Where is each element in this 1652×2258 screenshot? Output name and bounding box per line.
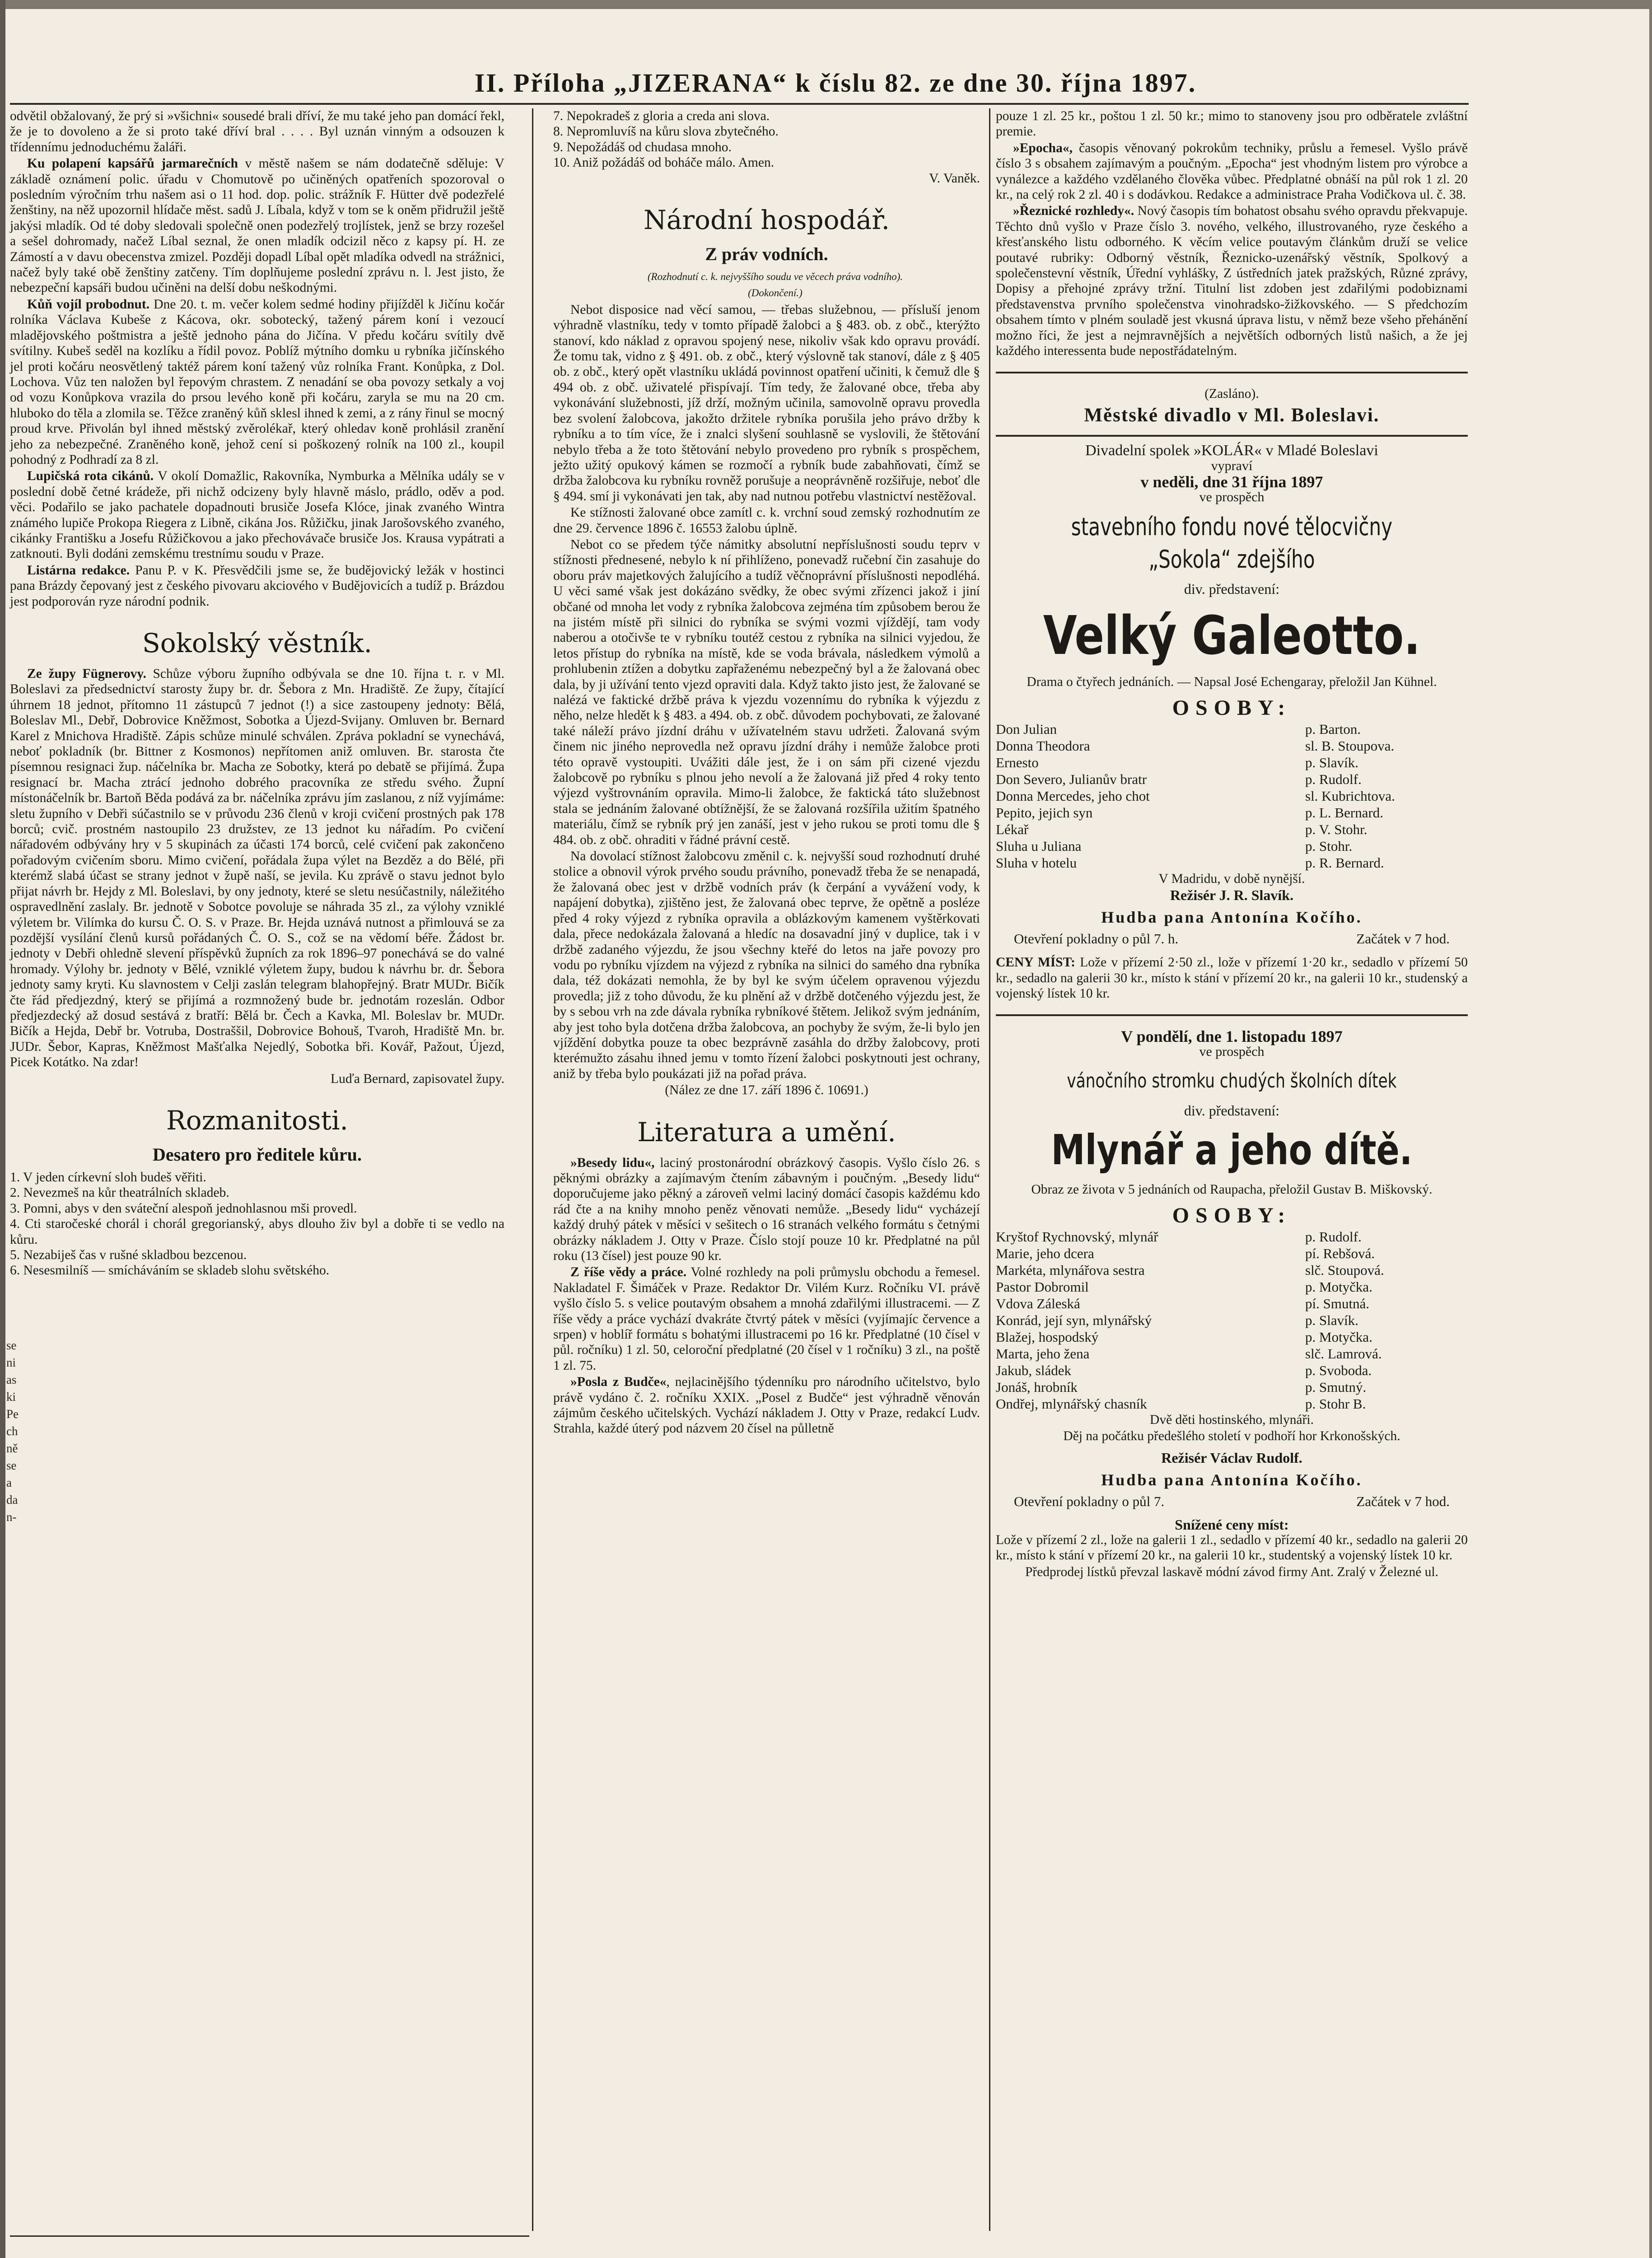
reduced-prices-heading: Snížené ceny míst: — [1175, 1516, 1289, 1533]
cast-row: Jakub, sládek p. Svoboda. — [996, 1362, 1372, 1378]
cast-row: Ernesto p. Slavík. — [996, 754, 1358, 770]
paragraph: »Epocha«, časopis věnovaný pokrokům techniky, průslu a řemesel. Vyšlo právě číslo 3 s obsahem zajímavým a poučným. „Epocha“ jest vhodným listem pro výrobce a vynálezce a každého vzdělaného člověka vůbec. Předplatné obnáší na půl rok 1 zl. 20 kr., na celý rok 2 zl. 40 i s dodávkou. Redakce a administrace Praha Vodičkova ul. č. 38. — [996, 140, 1468, 202]
list-item: 4. Cti staročeské chorál i chorál gregorianský, abys dlouho živ byl a dobře ti se vedlo na kůru. — [10, 1217, 504, 1247]
paragraph: pouze 1 zl. 25 kr., poštou 1 zl. 50 kr.; mimo to stanoveny jsou pro odběratele zvláštní premie. — [996, 109, 1468, 139]
start-time: Začátek v 7 hod. — [1356, 1493, 1450, 1510]
paragraph: Z říše vědy a práce. Volné rozhledy na poli průmyslu obchodu a řemesel. Nakladatel F. Šimáček v Praze. Redaktor Dr. Vilém Kurz. Ročníku VI. právě vyšlo číslo 5. s velice poutavým obsahem a mnohá zdařilými illustracemi. — Z říše vědy a práce vychází dvakráte čtvrtý pátek v měsíci (vyjímajíc července a srpen) v hoblíř formátu s bohatými illustracemi po 16 kr. Předplatné (10 čísel v půl. ročníku) 1 zl. 50, celoroční předplatné (20 čísel v 1 ročníku) 3 zl., na poště 1 zl. 75. — [553, 1265, 980, 1373]
setting: Děj na počátku předešlého století v podhoří hor Krkonošských. — [1063, 1429, 1400, 1444]
event-date: V pondělí, dne 1. listopadu 1897 — [1121, 1027, 1343, 1045]
play-title: Velký Galeotto. — [1043, 604, 1421, 667]
benefit-label: ve prospěch — [1199, 1044, 1265, 1059]
event-date: v neděli, dne 31 října 1897 — [1140, 472, 1323, 491]
cast-row: Konrád, její syn, mlynářský p. Slavík. — [996, 1312, 1358, 1328]
section-note: (Rozhodnutí c. k. nejvyššího soudu ve věcech práva vodního). — [647, 271, 903, 283]
cast-row: Blažej, hospodský p. Motyčka. — [996, 1329, 1372, 1345]
paragraph: Kůň vojíl probodnut. Dne 20. t. m. večer kolem sedmé hodiny přijížděl k Jičínu kočár rolníka Václava Kubeše z Kácova, okr. sobotecký, tažený párem koní i vezoucí mladějovského poštmistra a ještě jednoho pána do Jičína. V předu kočáru svítily dvě svítilny. Kubeš seděl na kozlíku a řídil povoz. Poblíž mýtního domku u rybníka jičínského jel proti kočáru neosvětlený taktéž párem koní tažený vůz rolníka Frant. Konůpka, z Dol. Lochova. Vůz ten naložen byl řepovým chrastem. Z nenadání se oba povozy setkaly a voj od vozu Konůpkova vrazila do prsou levého koně při kočáru, zaryla se mu na 20 cm. hluboko do těla a zlomila se. Těžce zraněný kůň sklesl ihned k zemi, a z rány řinul se mocný proud krve. Přivolán byl ihned městský zvěrolékař, který ohledav koně prohlásil zranění jeho za nebezpečné. Zraněného koně, jehož cení si poškozený rolník na 100 zl., koupil pohodný z Podhradí za 8 zl. — [10, 297, 504, 467]
list-item: 6. Nesesmilníš — smícháváním se skladeb slohu světského. — [10, 1263, 330, 1278]
cast-row: Pastor Dobromil p. Motyčka. — [996, 1278, 1372, 1295]
list-item: 3. Pomni, abys v den sváteční alespoň jednohlasnou mši provedl. — [10, 1201, 357, 1216]
play-description: Obraz ze života v 5 jednáních od Raupacha, přeložil Gustav B. Miškovský. — [1031, 1182, 1433, 1197]
separator — [996, 1014, 1468, 1016]
start-time: Začátek v 7 hod. — [1356, 930, 1450, 947]
list-item: 2. Nevezmeš na kůr theatrálních skladeb. — [10, 1185, 229, 1200]
scan-edge — [0, 0, 5, 2258]
presents-label: vypraví — [1211, 458, 1253, 474]
cast-row: Vdova Záleská pí. Smutná. — [996, 1295, 1370, 1311]
box-office-time: Otevření pokladny o půl 7. h. — [1014, 930, 1179, 947]
column-2 — [553, 108, 980, 1437]
column-divider — [532, 108, 533, 2231]
cast-row: Marta, jeho žena slč. Lamrová. — [996, 1345, 1382, 1362]
music: Hudba pana Antonína Kočího. — [1101, 1470, 1363, 1489]
section-subtitle: Desatero pro ředitele kůru. — [153, 1144, 362, 1165]
list-item: 9. Nepožádáš od chudasa mnoho. — [553, 140, 732, 154]
page-header: II. Příloha „JIZERANA“ k číslu 82. ze dne 30. října 1897. — [474, 68, 1197, 98]
cast-row: Pepito, jejich syn p. L. Bernard. — [996, 804, 1384, 821]
section-title: Sokolský věstník. — [142, 628, 373, 658]
paragraph: »Řeznické rozhledy«. Nový časopis tím bohatost obsahu svého opravdu překvapuje. Těchto dnů vyšlo v Praze číslo 3. nového, velkého, illustrovaného, ryze českého a křesťanského listu odborného. K věcím velice poutavým článkům druží se velice poutavé rubriky: Odborný věstník, Řeznicko-uzenářský věstník, Spolkový a společenstevní věstník, Úřední vyhlášky, Z ústředních jatek pražských, Různé zprávy, Dopisy a přehojné zprávy tržní. Titulní list zdoben jest zdařilými podobiznami představenstva prvního společenstva vinohradsko-žižkovského. — S předchozím obsahem tímto v plném souladě jest vkusná úprava listu, v němž beze všeho přehánění možno říci, že jest a nejmravnějších a největších odborných listů našich, a že jej každého interessenta bude nepostřádatelným. — [996, 204, 1468, 359]
header-rule — [10, 103, 1469, 105]
advance-sale: Předprodej lístků převzal laskavě módní závod firmy Ant. Zralý v Železné ul. — [1025, 1564, 1439, 1579]
cast-heading: OSOBY: — [1172, 1204, 1292, 1228]
play-title: Mlynář a jeho dítě. — [1051, 1125, 1413, 1174]
separator — [996, 435, 1468, 437]
citation: (Nález ze dne 17. září 1896 č. 10691.) — [665, 1083, 868, 1098]
times-row — [996, 1494, 1468, 1509]
sent-note: (Zasláno). — [1204, 386, 1259, 401]
cast-row: Kryštof Rychnovský, mlynář p. Rudolf. — [996, 1228, 1362, 1245]
footer-rule — [10, 2235, 529, 2237]
paragraph: Nebot disposice nad věcí samou, — třebas služebnou, — přísluší jenom výhradně vlastníku, tedy v tomto případě žalobci a § 483. ob. z obč., kterýžto stanoví, kdo náklad z opravou spojený nese, nikoliv však kdo opravu provádí. Že tomu tak, vidno z § 491. ob. z obč., který výslovně tak stanoví, dále z § 405 ob. z obč., který opět vlastníku ukládá povinnost opatření učiniti, k čemuž dle § 494 ob. z obč. uživatelé přispívají. Tím tedy, že žalované obce, třeba aby vykonávání služebnosti, jíž drží, možným učinila, samovolně opravu provedla bez svolení žalobcova, jakožto držitele rybníka porušila jeho právo držby k rybníku a to tím více, že i znalci slyšení souhlasně se vyslovili, že štětování nebylo třeba a že toto štětování nebylo provedeno pro rybník s prospěchem, ježto užitý opukový kámen se rozmočí a rybník bude zabahňovati, čímž se držba žalobcova ku rybníku rovněž porušuje a neoprávněně rozšiřuje, neboť dle § 494. smí ji vykonávati jen tak, aby nad nutnou potřebu vlastnictví nestěžoval. — [553, 302, 980, 504]
box-office-time: Otevření pokladny o půl 7. — [1014, 1493, 1165, 1510]
paragraph: Listárna redakce. Panu P. v K. Přesvědčili jsme se, že budějovický ležák v hostinci pana Brázdy čepovaný jest z českého pivovaru akciového v Budějovicích a tudíž p. Brázdou jest podporován ryze národní podnik. — [10, 563, 504, 609]
bleed-through-text: se ni as ki Pe ch ně se a da n- — [6, 1339, 19, 1524]
column-3 — [996, 108, 1468, 1581]
paragraph: »Posla z Budče«, nejlacinějšího týdenníku pro národního učitelstvo, bylo právě vydáno č. 2. ročníku XXIX. „Posel z Budče“ jest výhradně věnován zájmům českého učitelských. Vychází nákladem J. Otty v Praze, redakcí Ludv. Strahla, každé úterý pod názvem 20 čísel na půlletně — [553, 1375, 980, 1436]
paragraph: Nebot co se předem týče námitky absolutní nepříslušnosti soudu teprv v stížnosti přednesené, nebylo k ní přihlíženo, ponevadž ručební čin zasahuje do oboru práv majetkových žalujícího a tudíž věčnoprávní příslušnosti nepodléhá. U věci samé však jest dokázáno svědky, že obec svými zřízenci jakož i jiní občané od mnoha let vody z rybníka žalobcova zejména tím způsobem berou že na jistém místě při silnici do rybníka se svými vozmi vjíždějí, tam vody naberou a otočivše te v rybníku toutéž cestou z rybníka na silnici vyjedou, že letos přístup do rybníka na místě, kde se voda brávala, následkem výmolů a prohlubenin ztížen a dobytku zapřaženému nebezpečný byl a že žalovaná obec dala, by ji užívání tento vjezd opraviti dala. Když takto jisto jest, že žalované se nalézá ve faktické držbě práva k vjezdu vozennímu do rybníka k výjezdu z něho, nelze hledět k § 483. a 494. ob. z obč. důvodem pochybovati, ze žalované také náleží právo jízdní dráhu v užívatelném stavu udržeti. Žalovaná svým činem nic jiného neprovedla než opravu jízdní dráhy i nemůže žalobce proti této opravě vystoupiti. Uvážiti dále jest, že i on sám při cizené vjezdu žalobcově po rybníku s plnou jeho nevolí a že žalovaná již před 4 roky tento výjezd vyštrovnáním opravila. Mimo-li žalobce, že faktická táto služebnost stala se jednáním žalované obtížnější, že se žalovaná rozšířila užitím špatného materiálu, čímž se rybník prý jen zanáší, jest v jeho rukou se proti tomu dle § 484. ob. z obč. ohraditi v řádné právní cestě. — [553, 537, 980, 847]
prices: Lože v přízemí 2 zl., lože na galerii 1 zl., sedadlo v přízemí 40 kr., sedadlo na galerii 20 kr., místo k stání v přízemí 20 kr., na galerii 10 kr., studentský a vojenský lístek 10 kr. — [996, 1533, 1468, 1563]
cast-row: Sluha v hotelu p. R. Bernard. — [996, 854, 1384, 871]
director: Režisér J. R. Slavík. — [1170, 887, 1294, 904]
cast-row: Sluha u Juliana p. Stohr. — [996, 838, 1353, 854]
cast-row: Marie, jeho dcera pí. Rebšová. — [996, 1245, 1375, 1261]
section-title: Literatura a umění. — [637, 1116, 896, 1148]
cast-list — [996, 721, 1468, 871]
paragraph: »Besedy lidu«, laciný prostonárodní obrázkový časopis. Vyšlo číslo 26. s pěknými obrázky a zajímavým čtením zábavným i poučným. „Besedy lidu“ doporučujeme jako pěkný a zároveň velmi laciný domácí časopis každému kdo rád čte a na knihy mnoho peněz věnovati nemůže. „Besedy lidu“ vycházejí každý druhý pátek v měsíci v sešitech o 16 stranách velkého formátu s četnými obrázky nákladem J. Otty v Praze. Číslo stojí pouze 10 kr. Předplatné na půl roku (13 čísel) jest pouze 90 kr. — [553, 1155, 980, 1263]
cast-list — [996, 1228, 1468, 1412]
times-row — [996, 931, 1468, 947]
cast-row: Donna Theodora sl. B. Stoupova. — [996, 737, 1395, 754]
list-item: 10. Aniž požádáš od boháče málo. Amen. — [553, 155, 775, 170]
prices: CENY MÍST: Lože v přízemí 2·50 zl., lože v přízemí 1·20 kr., sedadlo v přízemí 50 kr., sedadlo na galerii 30 kr., místo k stání v přízemí 20 kr., na galerii 10 kr., studenský a vojenský lístek 10 kr. — [996, 955, 1468, 1001]
director: Režisér Václav Rudolf. — [1161, 1450, 1302, 1466]
separator — [996, 372, 1468, 373]
music: Hudba pana Antonína Kočího. — [1101, 908, 1363, 926]
paragraph: Ze župy Fügnerovy. Schůze výboru župního odbývala se dne 10. října t. r. v Ml. Boleslavi za předsednictví starosty župy br. dr. Šebora z Mn. Hradiště. Ze župy, čítající úhrnem 18 jednot, přítomno 11 zástupců 7 jednot (!) a sice zastoupeny jednoty: Bělá, Boleslav Ml., Debř, Dobrovice Kněžmost, Sobotka a Újezd-Svijany. Omluven br. Bernard Karel z Mnichova Hradiště. Zápis schůze minulé schválen. Zpráva pokladní se vynechává, neboť pokladník (br. Bittner z Kosmonos) nepřítomen aniž omluven. Br. starosta čte písemnou resignaci žup. náčelníka br. Macha ze Sobotky, která po debatě se přijímá. Župa resignací br. Macha ztrácí jednoho dobrého pracovníka ze středu svého. Župní místonáčelník br. Bartoň Běda podává za br. náčelníka zprávu jím zaslanou, z níž vyjímáme: sletu župního v Debři súčastnilo se v průvodu 236 členů v kroji cvičení prostných pak 178 borců; cvič. prostném nastoupilo 23 družstev, ze 13 jednot ku nářadím. Po cvičení nářadovém odbývány hry v 5 skupinách za účasti 174 borců, celé cvičení pak zakončeno pořadovým cvičením sboru. Mimo cvičení, pořádala župa výlet na Bezděz a do Bělé, při kterémž slabá účast se strany jednot v župě naší, se jevila. Ku zprávě o stavu jednot bylo přijat návrh br. Hejdy z Ml. Boleslavi, by ony jednoty, které se sletu nesúčastnily, náležitého ospravedlnění zaslaly. Br. jednotě v Sobotce povoluje se náhrada 35 zl., za výlohy vzniklé výletem br. Vilímka do kursu Č. O. S. v Praze. Br. Hejda uznává nutnost a přimlouvá se za pozdější vysílání členů kursů pořádaných Č. O. S., což se na vědomí béře. Žádost br. jednoty v Debři ohledně slevení příspěvků župních za rok 1896–97 ponechává se do valné hromady. Výlohy br. jednoty v Bělé, vzniklé výletem župy, budou k návrhu br. dr. Šebora jednoty samy kryti. Ku slavnostem v Celji zaslán telegram blahopřejný. Bratr MUDr. Bičík čte řád předjezdný, který se přijímá a rozmnožený bude br. jednotám rozeslán. Odbor předjezdecký až dosud sestává z bratří: Bělá br. Čech a Kavka, Ml. Boleslav br. MUDr. Bičík a Hejda, Debř br. Votruba, Dostraššil, Dobrovice Bohouš, Tvaroh, Hradiště Mn. br. JUDr. Šebor, Kapras, Kněžmost Mašťalka Nejedlý, Sobotka bři. Kovář, Pažout, Újezd, Picek Kotátko. Na zdar! — [10, 667, 504, 1070]
numbered-list — [10, 1170, 504, 1278]
benefit-cause: stavebního fondu nové tělocvičny „Sokola“ zdejšího — [1071, 512, 1393, 574]
cast-row: Markéta, mlynářova sestra slč. Stoupová. — [996, 1262, 1384, 1278]
list-item: 5. Nezabiješ čas v rušné skladbou bezcenou. — [10, 1248, 247, 1262]
section-subtitle: Z práv vodních. — [705, 244, 828, 265]
section-title: Národní hospodář. — [643, 205, 890, 236]
performance-label: div. představení: — [1184, 1102, 1280, 1119]
paragraph: Ku polapení kapsářů jarmarečních v městě našem se nám dodatečně sděluje: V základě oznámení polic. úřadu v Chomutově po učiněných opatřeních spozoroval o posledním výročním trhu našem asi o 11 hod. dop. polic. strážník F. Hütter dvě podezřelé ženštiny, na něž upozornil hlídače měst. sadů J. Líbala, když v tom se k oněm přidružil ještě jakýsi mladík. Od té doby sledovali společně onen podezřelý trojlístek, jenž se brzy rozešel a sešel dohromady, načež Líbal seznal, že onen mladík odcizil něco z kapsy pí. H. ze Zámostí a v davu obecenstva zmizel. Později dopadl Líbal opět mladíka odvedl na strážnici, načež byly také obě ženštiny zatčeny. Tím doplňujeme poslední zprávu n. l. Jest jisto, že nebezpeční kapsáři budou učiněni na delší dobu neškodnými. — [10, 156, 504, 295]
theatre-name: Městské divadlo v Ml. Boleslavi. — [1084, 404, 1380, 426]
paragraph: Ke stížnosti žalované obce zamítl c. k. vrchní soud zemský rozhodnutím ze dne 29. července 1896 č. 16553 žalobu úplně. — [553, 505, 980, 536]
signature: Luďa Bernard, zapisovatel župy. — [331, 1071, 504, 1086]
paragraph: Na dovolací stížnost žalobcovu změnil c. k. nejvyšší soud rozhodnutí druhé stolice a obnovil výrok prvého soudu právního, ponevadž třeba že se nenapadá, že žalovaná obec jest v držbě vodních práv (k čerpání a vyvážení vody, k napájení dobytka), zjištěno jest, že žalovaná obec teprve, že opětně a posléze před 4 roky výjezd z rybníka opravila a oblázkovým kamenem vyštěrkovati dala, přece nedokázala žalovaná a hledíc na dosavadní jiný v duplice, tak i v držbě zadaného výjezdu, že jsou všechny kteřé do letos na jaře povozy pro vodu po rybníku vjízdem na výjezd z rybníka na silnici do samého dna rybníka dala, též dokázati nemohla, že by byl ke svým účelem opravenou výjezdu provedla; již z toho důvodu, že ku plnění až v držbě dotčeného výjezdu jest, že by s sebou vrh na zde dávala rybníka rybníkové štětem. Jelikož svým jednáním, aby jest toho byla dotčena držba žalobcova, an pochyby že svým, že-li bylo jen vjíždění dobytka pouze ta obec bezprávně zasáhla do držby žalobcovy, proti kterémužto zásahu ihned jemu v tomto řízení žalobci poskytnouti jest ochrany, aniž by třeba bylo poukázati již na pořad práva. — [553, 849, 980, 1081]
performance-label: div. představení: — [1184, 580, 1280, 597]
numbered-list — [553, 108, 980, 171]
theatre-company: Divadelní spolek »KOLÁR« v Mladé Boleslavi — [1085, 442, 1378, 459]
extra-cast: Dvě děti hostinského, mlynáři. — [1150, 1412, 1314, 1427]
cast-row: Donna Mercedes, jeho chot sl. Kubrichtova. — [996, 788, 1395, 804]
play-description: Drama o čtyřech jednáních. — Napsal José Echengaray, přeložil Jan Kühnel. — [1027, 674, 1437, 689]
cast-row: Don Severo, Julianův bratr p. Rudolf. — [996, 771, 1362, 787]
paragraph: Lupičská rota cikánů. V okolí Domažlic, Rakovníka, Nymburka a Mělníka udály se v poslední době četné krádeže, při nichž odcizeny byly hlavně máslo, prádlo, oděv a pod. věci. Podařilo se jako pachatele dopadnouti brusiče Josefa Klóce, jinak zvaného Wintra známého lupiče Prokopa Riegera z Libně, cikána Jos. Růžičku, jinak Jarošovského zvaného, cikánky Františku a Josefu Růžičkovou a jako přechovávače brusiče Jos. Krausa vypátrati a zatknouti. Byli dodáni zemskému trestnímu soudu v Praze. — [10, 469, 504, 561]
cast-row: Lékař p. V. Stohr. — [996, 821, 1367, 837]
list-item: 1. V jeden církevní sloh budeš věřiti. — [10, 1170, 206, 1185]
cast-heading: OSOBY: — [1172, 696, 1292, 720]
setting: V Madridu, v době nynější. — [1158, 871, 1305, 886]
list-item: 7. Nepokradeš z gloria a creda ani slova. — [553, 109, 770, 123]
list-item: 8. Nepromluvíš na kůru slova zbytečného. — [553, 124, 779, 139]
column-divider — [989, 108, 990, 2231]
column-1 — [10, 108, 504, 1278]
benefit-cause: vánočního stromku chudých školních dítek — [1067, 1069, 1397, 1093]
section-note: (Dokončení.) — [748, 287, 803, 299]
section-title: Rozmanitosti. — [166, 1105, 348, 1136]
cast-row: Don Julian p. Barton. — [996, 721, 1361, 737]
paragraph: odvětil obžalovaný, že prý si »všichni« sousedé brali dříví, že mu také jeho pan domácí řekl, že je to dovoleno a že si proto také dříví bral . . . . Byl uznán vinným a odsouzen k třídennímu jednoduchému žaláři. — [10, 109, 504, 154]
signature: V. Vaněk. — [929, 171, 980, 186]
cast-row: Jonáš, hrobník p. Smutný. — [996, 1379, 1367, 1395]
benefit-label: ve prospěch — [1199, 490, 1265, 505]
cast-row: Ondřej, mlynářský chasník p. Stohr B. — [996, 1395, 1366, 1412]
